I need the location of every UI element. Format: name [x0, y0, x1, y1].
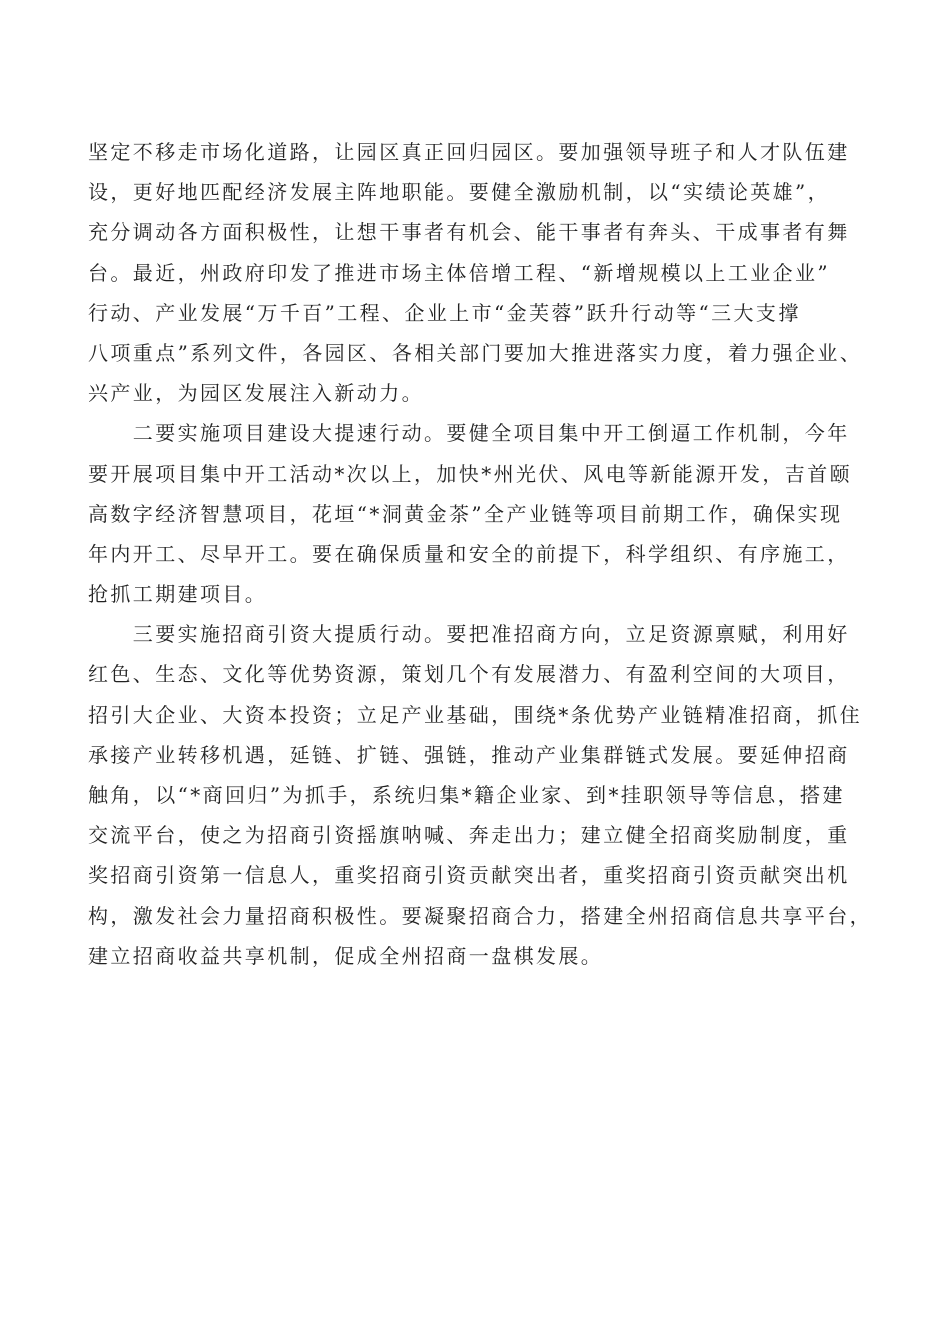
text-line: 三要实施招商引资大提质行动。要把准招商方向，立足资源禀赋，利用好 — [88, 622, 850, 647]
text-line: 抢抓工期建项目。 — [88, 582, 268, 607]
text-line: 红色、生态、文化等优势资源，策划几个有发展潜力、有盈利空间的大项目， — [88, 662, 850, 687]
text-line: 行动、产业发展“万千百”工程、企业上市“金芙蓉”跃升行动等“三大支撑 — [88, 300, 801, 325]
text-line: 设，更好地匹配经济发展主阵地职能。要健全激励机制，以“实绩论英雄”， — [88, 180, 831, 205]
text-line: 八项重点”系列文件，各园区、各相关部门要加大推进落实力度，着力强企业、 — [88, 340, 863, 365]
document-body — [88, 132, 880, 976]
text-line: 要开展项目集中开工活动*次以上，加快*州光伏、风电等新能源开发，吉首颐 — [88, 461, 852, 486]
paragraph-3 — [88, 614, 880, 976]
text-line: 坚定不移走市场化道路，让园区真正回归园区。要加强领导班子和人才队伍建 — [88, 140, 850, 164]
text-line: 高数字经济智慧项目，花垣“*洞黄金茶”全产业链等项目前期工作，确保实现 — [88, 501, 843, 526]
text-line: 奖招商引资第一信息人，重奖招商引资贡献突出者，重奖招商引资贡献突出机 — [88, 863, 850, 888]
text-line: 充分调动各方面积极性，让想干事者有机会、能干事者有奔头、干成事者有舞 — [88, 220, 850, 245]
text-line: 建立招商收益共享机制，促成全州招商一盘棋发展。 — [88, 943, 604, 968]
paragraph-2 — [88, 413, 880, 614]
text-line: 构，激发社会力量招商积极性。要凝聚招商合力，搭建全州招商信息共享平台， — [88, 903, 872, 928]
text-line: 年内开工、尽早开工。要在确保质量和安全的前提下，科学组织、有序施工， — [88, 541, 850, 566]
text-line: 触角，以“*商回归”为抓手，系统归集*籍企业家、到*挂职领导等信息，搭建 — [88, 783, 845, 807]
text-line: 承接产业转移机遇，延链、扩链、强链，推动产业集群链式发展。要延伸招商 — [88, 742, 850, 767]
text-line: 二要实施项目建设大提速行动。要健全项目集中开工倒逼工作机制，今年 — [88, 421, 850, 446]
text-line: 招引大企业、大资本投资；立足产业基础，围绕*条优势产业链精准招商，抓住 — [88, 702, 862, 727]
text-line: 兴产业，为园区发展注入新动力。 — [88, 381, 424, 406]
text-line: 交流平台，使之为招商引资摇旗呐喊、奔走出力；建立健全招商奖励制度，重 — [88, 823, 850, 848]
text-line: 台。最近，州政府印发了推进市场主体倍增工程、“新增规模以上工业企业” — [88, 260, 831, 285]
paragraph-1 — [88, 132, 880, 413]
